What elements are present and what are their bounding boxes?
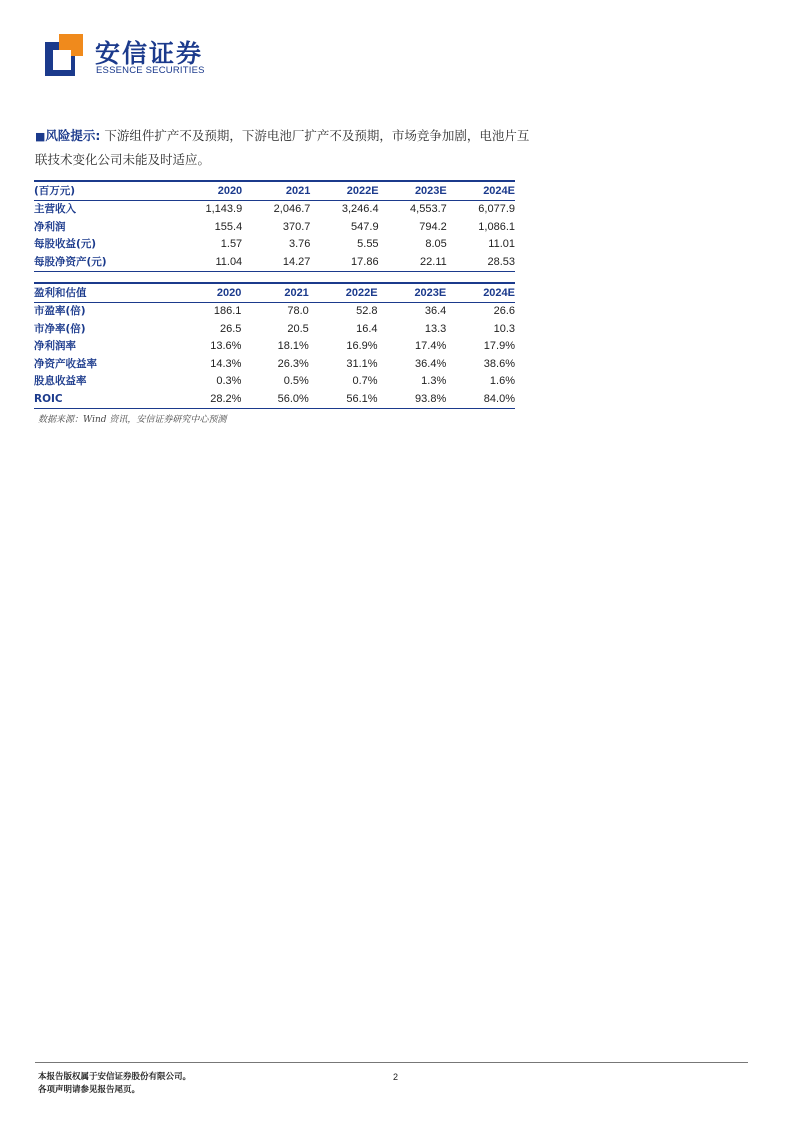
table-cell: 56.1%: [309, 391, 378, 409]
table-cell: 17.4%: [415, 340, 447, 353]
table-cell: 26.6: [493, 305, 515, 318]
table-cell: 8.05: [425, 238, 447, 251]
footer-copyright: 本报告版权属于安信证券股份有限公司。: [38, 1072, 192, 1082]
table-cell: 2,046.7: [273, 203, 311, 216]
header-cell: 2023E: [379, 181, 447, 201]
table-row: [34, 321, 515, 339]
financial-summary-table: [34, 180, 515, 272]
header-cell: 2024E: [447, 181, 515, 201]
table-cell: 26.3%: [277, 357, 309, 370]
table-row: [34, 254, 515, 272]
table-cell: 52.8: [356, 305, 378, 318]
table-cell: 4,553.7: [410, 203, 447, 216]
table-cell: 36.4: [424, 305, 447, 318]
header-cell: 盈利和估值: [34, 283, 174, 303]
header-cell: 2023E: [378, 283, 447, 303]
table-cell: 0.5%: [283, 375, 309, 388]
table-cell: 93.8%: [378, 391, 447, 409]
table-header-row: [34, 181, 515, 201]
table-cell: 31.1%: [346, 357, 378, 370]
table-cell: 0.3%: [216, 375, 242, 388]
table-cell: 26.5: [219, 322, 242, 335]
row-label: 每股净资产(元): [34, 254, 174, 272]
table-cell: 547.9: [351, 220, 379, 233]
table-cell: 17.9%: [483, 340, 515, 353]
header-cell: 2020: [174, 283, 241, 303]
table-cell: 17.86: [310, 254, 378, 272]
table-cell: 28.53: [447, 254, 515, 272]
company-logo: [45, 34, 245, 80]
table-row: [34, 303, 515, 321]
row-label: 主营收入: [34, 203, 76, 216]
table-row: [34, 356, 515, 374]
logo-chinese-name: 安信证券: [95, 39, 204, 68]
page-number: 2: [393, 1072, 399, 1082]
table-row: [34, 338, 515, 356]
row-label: ROIC: [34, 391, 174, 409]
risk-warning: [35, 124, 535, 171]
table-cell: 186.1: [213, 305, 242, 318]
row-label: 市盈率(倍): [34, 305, 86, 318]
essence-logo-icon: [45, 34, 85, 78]
risk-text: 下游组件扩产不及预期，下游电池厂扩产不及预期，市场竞争加剧，电池片互联技术变化公司未能及时适应。: [35, 128, 530, 167]
table-row: [34, 236, 515, 254]
table-cell: 13.3: [424, 322, 447, 335]
header-cell: 2022E: [310, 181, 378, 201]
table-cell: 11.04: [174, 254, 242, 272]
table-cell: 22.11: [379, 254, 447, 272]
table-cell: 16.4: [356, 322, 378, 335]
header-cell: 2021: [241, 283, 308, 303]
table-cell: 38.6%: [483, 357, 515, 370]
table-cell: 1,086.1: [478, 220, 515, 233]
header-cell: 2021: [242, 181, 310, 201]
table-cell: 18.1%: [277, 340, 309, 353]
table-cell: 36.4%: [415, 357, 447, 370]
table-cell: 794.2: [419, 220, 447, 233]
table-row: [34, 391, 515, 409]
row-label: 净利润率: [34, 340, 76, 353]
table-cell: 16.9%: [346, 340, 378, 353]
footer-disclaimer: 各项声明请参见报告尾页。: [38, 1085, 141, 1095]
table-cell: 155.4: [214, 220, 243, 233]
table-cell: 1.3%: [421, 375, 447, 388]
table-cell: 11.01: [488, 238, 515, 251]
row-label: 市净率(倍): [34, 322, 86, 335]
table-cell: 6,077.9: [478, 203, 515, 216]
row-label: 净利润: [34, 220, 66, 233]
table-cell: 56.0%: [241, 391, 308, 409]
table-row: [34, 201, 515, 219]
table-cell: 3,246.4: [341, 203, 379, 216]
header-cell: 2024E: [446, 283, 515, 303]
table-cell: 1.57: [220, 238, 243, 251]
logo-english-name: ESSENCE SECURITIES: [96, 65, 205, 76]
header-cell: 2020: [174, 181, 242, 201]
table-row: [34, 219, 515, 237]
table-header-row: [34, 283, 515, 303]
data-source-note: 数据来源：Wind 资讯，安信证券研究中心预测: [38, 415, 227, 425]
table-cell: 3.76: [288, 238, 311, 251]
row-label: 净资产收益率: [34, 357, 97, 370]
valuation-table: [34, 282, 515, 409]
table-cell: 20.5: [287, 322, 309, 335]
table-cell: 78.0: [287, 305, 309, 318]
header-cell: (百万元): [34, 181, 174, 201]
table-cell: 28.2%: [174, 391, 241, 409]
table-row: [34, 373, 515, 391]
risk-label: 风险提示:: [45, 128, 101, 143]
table-cell: 370.7: [282, 220, 311, 233]
table-cell: 10.3: [493, 322, 515, 335]
footer-divider: [35, 1062, 748, 1063]
table-cell: 0.7%: [352, 375, 378, 388]
row-label: 股息收益率: [34, 375, 87, 388]
table-cell: 13.6%: [210, 340, 242, 353]
table-cell: 14.27: [242, 254, 310, 272]
bullet-square-icon: ■: [35, 130, 46, 143]
table-cell: 84.0%: [446, 391, 515, 409]
table-cell: 5.55: [357, 238, 379, 251]
row-label: 每股收益(元): [34, 238, 97, 251]
table-cell: 1.6%: [489, 375, 515, 388]
table-cell: 1,143.9: [205, 203, 243, 216]
header-cell: 2022E: [309, 283, 378, 303]
table-cell: 14.3%: [210, 357, 242, 370]
